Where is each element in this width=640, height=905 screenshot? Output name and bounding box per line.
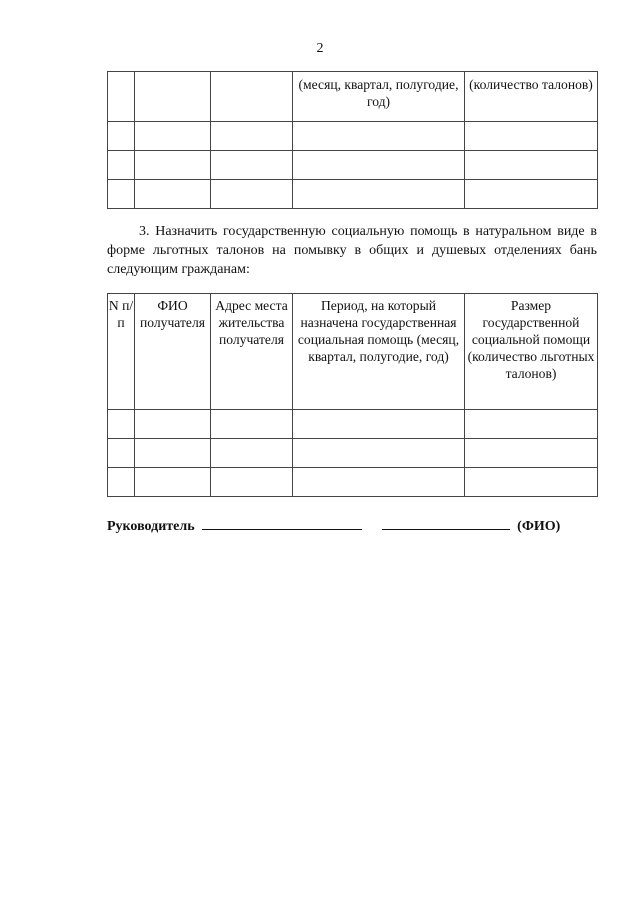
- fio-label: (ФИО): [517, 519, 561, 534]
- table-cell[interactable]: [465, 439, 598, 468]
- table-cell[interactable]: [293, 180, 465, 209]
- table-cell[interactable]: [211, 180, 293, 209]
- table-cell[interactable]: [108, 410, 135, 439]
- recipients-table: [107, 293, 598, 497]
- table-header-row: [108, 72, 598, 122]
- table-cell[interactable]: [465, 122, 598, 151]
- table-cell[interactable]: [211, 151, 293, 180]
- table-cell[interactable]: [135, 122, 211, 151]
- table-cell[interactable]: [108, 151, 135, 180]
- table-cell[interactable]: [108, 439, 135, 468]
- signature-block: [107, 515, 560, 535]
- table-cell[interactable]: [293, 410, 465, 439]
- table-cell[interactable]: [211, 122, 293, 151]
- signature-line[interactable]: [202, 515, 362, 530]
- table-header-cell: [108, 72, 135, 122]
- amount-header-cell: (количество талонов): [465, 72, 598, 122]
- continued-table: [107, 71, 598, 209]
- period-header-cell: Период, на который назначена государственная социальная помощь (месяц, квартал, полугодие, год): [293, 294, 465, 410]
- table-cell[interactable]: [465, 151, 598, 180]
- table-cell[interactable]: [135, 151, 211, 180]
- fio-line[interactable]: [382, 515, 510, 530]
- table-cell[interactable]: [211, 410, 293, 439]
- table-cell[interactable]: [135, 468, 211, 497]
- address-header-cell: Адрес места жительства получателя: [211, 294, 293, 410]
- paragraph-3: 3. Назначить государственную социальную помощь в натуральном виде в форме льготных талонов на помывку в общих и душевых отделениях бань следующим гражданам:: [107, 224, 597, 277]
- table-row: [108, 180, 598, 209]
- table-cell[interactable]: [135, 439, 211, 468]
- table-row: [108, 468, 598, 497]
- table-cell[interactable]: [293, 468, 465, 497]
- table-cell[interactable]: [108, 122, 135, 151]
- table-cell[interactable]: [108, 180, 135, 209]
- amount-header-cell: Размер государственной социальной помощи (количество льготных талонов): [465, 294, 598, 410]
- table-cell[interactable]: [211, 468, 293, 497]
- table-cell[interactable]: [465, 180, 598, 209]
- number-header-cell: N п/п: [108, 294, 135, 410]
- table-cell[interactable]: [135, 410, 211, 439]
- period-header-cell: (месяц, квартал, полугодие, год): [293, 72, 465, 122]
- table-row: [108, 410, 598, 439]
- table-cell[interactable]: [293, 151, 465, 180]
- table-row: [108, 439, 598, 468]
- table-header-row: [108, 294, 598, 410]
- table-cell[interactable]: [465, 410, 598, 439]
- fio-header-cell: ФИО получателя: [135, 294, 211, 410]
- table-cell[interactable]: [211, 439, 293, 468]
- table-header-cell: [135, 72, 211, 122]
- signature-label: Руководитель: [107, 519, 195, 534]
- table-cell[interactable]: [293, 122, 465, 151]
- table-cell[interactable]: [293, 439, 465, 468]
- table-row: [108, 151, 598, 180]
- table-cell[interactable]: [465, 468, 598, 497]
- page-number: 2: [316, 41, 324, 56]
- table-row: [108, 122, 598, 151]
- table-cell[interactable]: [108, 468, 135, 497]
- table-cell[interactable]: [135, 180, 211, 209]
- table-header-cell: [211, 72, 293, 122]
